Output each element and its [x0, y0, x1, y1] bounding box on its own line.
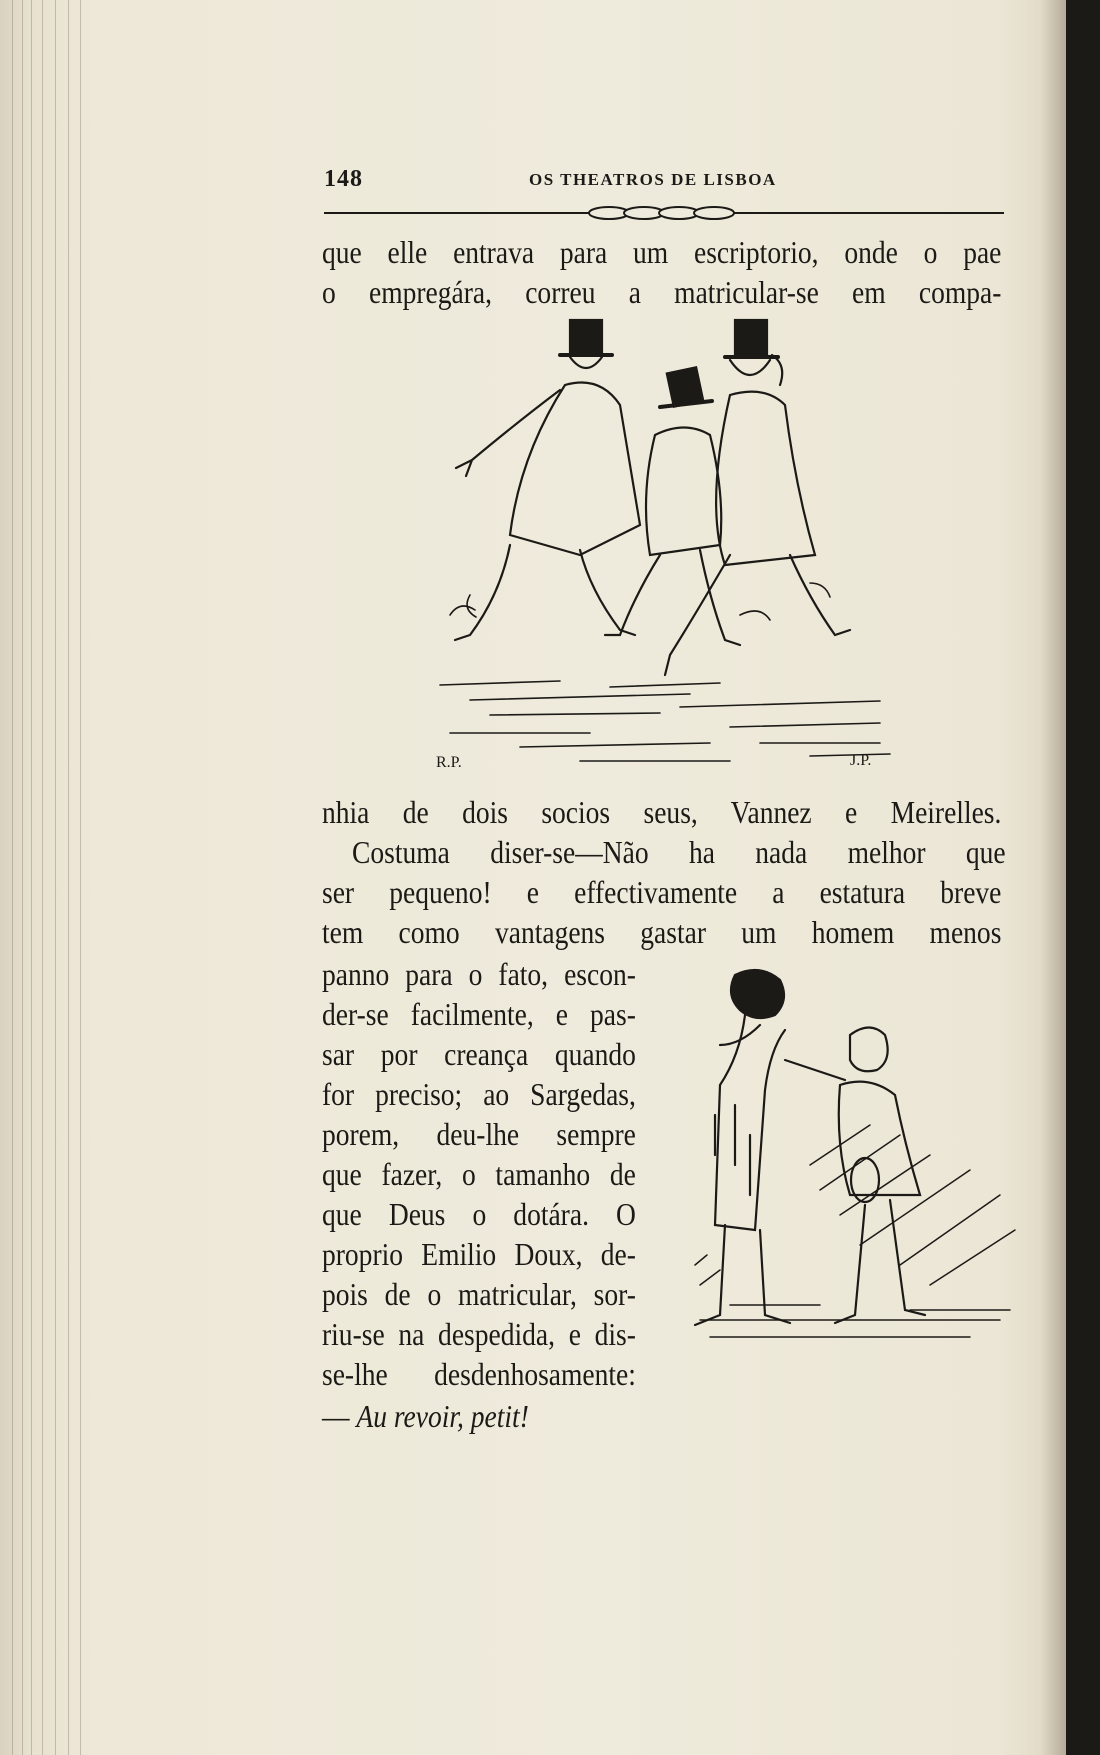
text-line: que fazer, o tamanho de	[322, 1156, 636, 1192]
closing-line	[322, 1396, 529, 1436]
page-edge-stack	[0, 0, 85, 1755]
text-line: proprio Emilio Doux, de-	[322, 1236, 636, 1272]
text-line: for preciso; ao Sargedas,	[322, 1076, 636, 1112]
three-men-walking-illustration	[430, 315, 910, 780]
text-line: der-se facilmente, e pas-	[322, 996, 636, 1032]
binding-shadow	[1040, 0, 1066, 1755]
text-line: riu-se na despedida, e dis-	[322, 1316, 636, 1352]
illustration-signature-left: R.P.	[436, 754, 462, 771]
running-title: OS THEATROS DE LISBOA	[529, 170, 777, 189]
header-rule-ornament	[324, 203, 1004, 223]
text-line: ser pequeno! e effectivamente a estatura breve	[322, 874, 1002, 910]
text-line: porem, deu-lhe sempre	[322, 1116, 636, 1152]
closing-italic: Au revoir, petit!	[356, 1398, 529, 1434]
page-number: 148	[324, 166, 363, 192]
closing-dash: —	[322, 1398, 357, 1434]
text-line: panno para o fato, escon-	[322, 956, 636, 992]
text-line: tem como vantagens gastar um homem menos	[322, 914, 1002, 950]
text-line: Costuma diser-se—Não ha nada melhor que	[352, 834, 1006, 870]
text-line: o empregára, correu a matricular-se em compa-	[322, 274, 1002, 310]
text-line: pois de o matricular, sor-	[322, 1276, 636, 1312]
two-men-farewell-illustration	[690, 965, 1020, 1350]
text-line: se-lhe desdenhosamente:	[322, 1356, 636, 1392]
text-line: que Deus o dotára. O	[322, 1196, 636, 1232]
page-header	[324, 166, 1004, 196]
text-line: nhia de dois socios seus, Vannez e Meirelles.	[322, 794, 1002, 830]
illustration-signature-right: J.P.	[850, 752, 872, 769]
text-line: que elle entrava para um escriptorio, onde o pae	[322, 234, 1002, 270]
text-line: sar por creança quando	[322, 1036, 636, 1072]
